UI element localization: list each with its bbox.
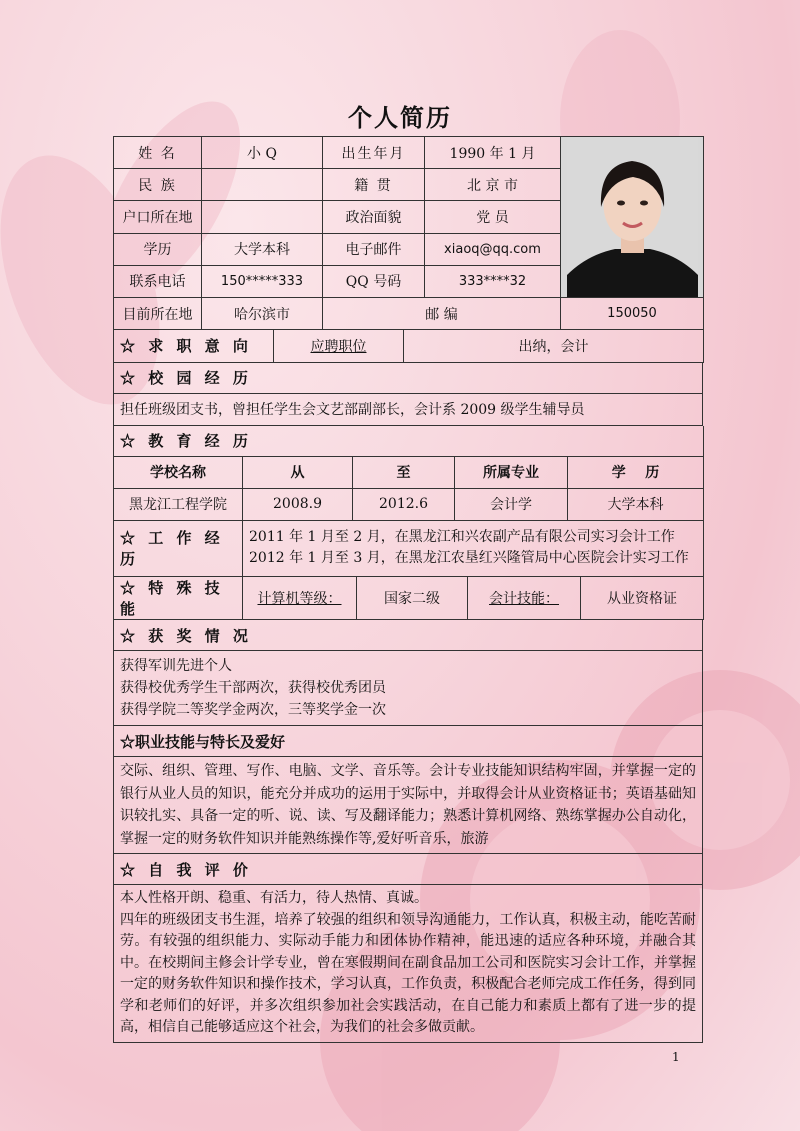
political-label: 政治面貌 — [323, 201, 425, 233]
job-position-label: 应聘职位 — [274, 330, 404, 362]
location-label: 目前所在地 — [114, 298, 202, 330]
accounting-skill-value: 从业资格证 — [581, 577, 704, 620]
birth-value: 1990 年 1 月 — [425, 137, 561, 169]
page-number: 1 — [672, 1050, 680, 1064]
qq-value: 333****32 — [425, 265, 561, 297]
self-eval-text — [114, 885, 703, 1043]
edu-header-from: 从 — [243, 456, 353, 488]
skills-table — [113, 577, 704, 620]
hukou-value — [202, 201, 323, 233]
name-value: 小 Q — [202, 137, 323, 169]
job-intention-heading: ☆ 求 职 意 向 — [114, 330, 274, 362]
skills-heading: ☆ 特 殊 技 能 — [114, 577, 243, 620]
location-value: 哈尔滨市 — [202, 298, 323, 330]
professional-table — [113, 726, 703, 854]
edu-value: 大学本科 — [202, 233, 323, 265]
zip-value: 150050 — [561, 298, 704, 330]
award-item: 获得学院二等奖学金两次，三等奖学金一次 — [120, 702, 386, 718]
phone-value: 150*****333 — [202, 265, 323, 297]
origin-value: 北 京 市 — [425, 169, 561, 201]
work-heading: ☆ 工 作 经 历 — [114, 521, 243, 577]
edu-to: 2012.6 — [353, 488, 455, 520]
resume-title: 个人简历 — [348, 103, 452, 132]
origin-label: 籍 贯 — [323, 169, 425, 201]
awards-heading: ☆ 获 奖 情 况 — [114, 620, 703, 651]
computer-skill-label: 计算机等级： — [243, 577, 357, 620]
self-eval-table — [113, 854, 703, 1043]
awards-table — [113, 620, 703, 726]
email-label: 电子邮件 — [323, 233, 425, 265]
resume-table — [113, 136, 703, 1043]
portrait-image — [567, 137, 698, 297]
award-item: 获得校优秀学生干部两次，获得校优秀团员 — [120, 680, 386, 696]
self-eval-line-1: 本人性格开朗、稳重、有活力，待人热情、真诚。 — [120, 890, 428, 906]
ethnic-value — [202, 169, 323, 201]
accounting-skill-label: 会计技能： — [468, 577, 581, 620]
edu-header-degree: 学 历 — [568, 456, 704, 488]
job-position-value: 出纳，会计 — [404, 330, 704, 362]
work-line-2: 2012 年 1 月至 3 月，在黑龙江农垦红兴隆管局中心医院会计实习工作 — [249, 550, 689, 567]
education-table — [113, 426, 704, 521]
campus-table — [113, 363, 703, 426]
computer-skill-value: 国家二级 — [357, 577, 468, 620]
professional-text: 交际、组织、管理、写作、电脑、文学、音乐等。会计专业技能知识结构牢固，并掌握一定的银行从业人员的知识，能充分并成功的运用于实际中，并取得会计从业资格证书；英语基础知识较扎实、具备一定的听、说、读、写及翻译能力；熟悉计算机网络、熟练掌握办公自动化，掌握一定的财务软件知识并能熟练操作等,爱好听音乐，旅游 — [114, 757, 703, 854]
award-item: 获得军训先进个人 — [120, 658, 232, 674]
self-eval-line-2: 四年的班级团支书生涯，培养了较强的组织和领导沟通能力，工作认真，积极主动，能吃苦耐劳。有较强的组织能力、实际动手能力和团体协作精神，能迅速的适应各种环境，并融合其中。在校期间主修会计学专业，曾在寒假期间在副食品加工公司和医院实习会计工作，并掌握一定的财务软件知识和操作技术，学习认真，工作负责，积极配合老师完成工作任务，得到同学和老师们的好评，并多次组织参加社会实践活动，在自己能力和素质上都有了进一步的提高，相信自己能够适应这个社会，为我们的社会多做贡献。 — [120, 911, 696, 1035]
hukou-label: 户口所在地 — [114, 201, 202, 233]
edu-header-school: 学校名称 — [114, 456, 243, 488]
edu-school: 黑龙江工程学院 — [114, 488, 243, 520]
job-intention-table — [113, 330, 704, 363]
zip-label: 邮 编 — [323, 298, 561, 330]
self-eval-heading: ☆ 自 我 评 价 — [114, 854, 703, 885]
edu-label: 学历 — [114, 233, 202, 265]
edu-from: 2008.9 — [243, 488, 353, 520]
work-table — [113, 521, 704, 578]
edu-header-major: 所属专业 — [455, 456, 568, 488]
campus-heading: ☆ 校 园 经 历 — [114, 363, 703, 394]
qq-label: QQ 号码 — [323, 265, 425, 297]
profile-photo — [561, 137, 704, 298]
work-lines — [243, 521, 704, 577]
basic-info-table — [113, 136, 704, 330]
phone-label: 联系电话 — [114, 265, 202, 297]
name-label: 姓 名 — [114, 137, 202, 169]
edu-degree: 大学本科 — [568, 488, 704, 520]
edu-header-to: 至 — [353, 456, 455, 488]
work-line-1: 2011 年 1 月至 2 月，在黑龙江和兴农副产品有限公司实习会计工作 — [249, 529, 675, 546]
campus-text: 担任班级团支书，曾担任学生会文艺部副部长，会计系 2009 级学生辅导员 — [114, 393, 703, 425]
professional-heading: ☆职业技能与特长及爱好 — [114, 726, 703, 757]
edu-major: 会计学 — [455, 488, 568, 520]
political-value: 党 员 — [425, 201, 561, 233]
email-value: xiaoq@qq.com — [425, 233, 561, 265]
birth-label: 出生年月 — [323, 137, 425, 169]
ethnic-label: 民 族 — [114, 169, 202, 201]
awards-list — [114, 651, 703, 726]
education-heading: ☆ 教 育 经 历 — [114, 426, 704, 457]
